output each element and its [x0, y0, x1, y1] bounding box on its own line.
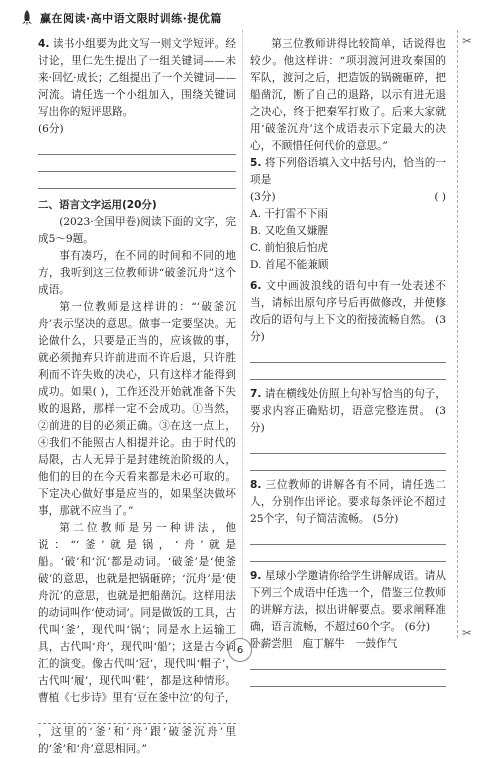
- answer-line[interactable]: [38, 138, 236, 155]
- passage-paragraph: 第二位教师是另一种讲法，他说：“‘釜’就是锅，‘舟’就是船。‘破’和‘沉’都是动词。‘破釜’是‘使釜破’的意思，也就是把锅砸碎；‘沉舟’是‘使舟沉’的意思，也就是把船凿沉。这样用法的动词叫作‘使动词’。同是做饭的工具，古代叫‘釜’，现代叫‘锅’；同是水上运输工具，古代叫‘舟’，现代叫‘船’；这是古今词汇的演变。像古代叫‘冠’，现代叫‘帽子’，古代叫‘履’，现代叫‘鞋’，都是这种情形。曹植《七步诗》里有‘豆在釜中泣’的句子，: [38, 522, 236, 704]
- passage-paragraph: 第一位教师是这样讲的：“‘破釜沉舟’表示坚决的意思。做事一定要坚决。无论做什么，只要是正当的，应该做的事，就必须抛弃只许前进而不许后退，只许胜利而不许失败的决心，只有这样才能得到成功。如果( )，工作还没开始就准备下失败的退路，那样一定不会成功。①当然，②前进的目的必须正确。③在这一点上，④我们不能照古人相提并论。由于时代的局限，古人无异于是封建统治阶级的人，他们的目的在今天看来都是未必可取的。下定决心做好事是应当的，如果坚决做坏事，那就不应当了。”: [38, 301, 236, 517]
- question-number: 8.: [250, 479, 262, 491]
- option-a[interactable]: A. 干打雷不下雨: [250, 208, 328, 220]
- answer-line[interactable]: [250, 670, 446, 687]
- answer-line[interactable]: [250, 528, 446, 545]
- answer-line[interactable]: [250, 545, 446, 562]
- idiom: 卧薪尝胆: [250, 638, 293, 650]
- question-score-row: [250, 189, 446, 206]
- question-9: [250, 568, 446, 636]
- question-score: (3分): [250, 191, 276, 203]
- question-text: 读书小组要为此文写一则文学短评。经讨论，里仁先生提出了一组关键词——未来·回忆·成长；乙组提出了一个关键词——河流。请任选一个小组加入，围绕关键词写出你的短评思路。: [38, 38, 237, 118]
- page-footer: [0, 638, 480, 662]
- scissors-icon: ✂: [461, 626, 472, 640]
- header-title: 赢在阅读·高中语文限时训练·提优篇: [40, 12, 222, 25]
- question-text: 星球小学邀请你给学生讲解成语。请从下列三个成语中任选一个，借鉴三位教师的讲解方法，拟出讲解要点。要求阐释准确，语言流畅，不超过60个字。: [250, 570, 446, 633]
- options-list: [250, 206, 446, 274]
- question-5: [250, 155, 446, 189]
- question-score: (6分): [404, 621, 431, 633]
- idiom: 一鼓作气: [354, 638, 398, 650]
- rocket-logo-icon: [20, 10, 34, 26]
- question-text: 请在横线处仿照上句补写恰当的句子，要求内容正确贴切，语意完整连贯。: [250, 388, 446, 417]
- question-6: [250, 278, 446, 346]
- question-number: 5.: [250, 157, 262, 169]
- answer-line[interactable]: [250, 437, 446, 454]
- question-score: (5分): [372, 513, 399, 525]
- question-number: 9.: [250, 570, 262, 582]
- question-4: [38, 36, 236, 121]
- question-8: [250, 477, 446, 528]
- answer-line[interactable]: [38, 172, 236, 189]
- right-column: [250, 36, 446, 687]
- cut-line: [457, 30, 458, 638]
- section-intro: (2023·全国甲卷)阅读下面的文字，完成5～9题。: [38, 216, 236, 245]
- page-header: [20, 8, 222, 28]
- scissors-icon: ✂: [461, 34, 472, 48]
- answer-line[interactable]: [250, 363, 446, 380]
- option-d[interactable]: D. 首尾不能兼顾: [250, 259, 329, 271]
- question-score: (3分): [250, 405, 446, 434]
- answer-bracket[interactable]: ( ): [434, 191, 446, 203]
- idiom: 庖丁解牛: [302, 638, 345, 650]
- question-text: 将下列俗语填入文中括号内，恰当的一项是: [250, 157, 446, 186]
- option-c[interactable]: C. 前怕狼后怕虎: [250, 242, 329, 254]
- question-number: 7.: [250, 388, 262, 400]
- question-text: 文中画波浪线的语句中有一处表述不当，请标出原句序号后再做修改，并使修改后的语句与上下文的衔接流畅自然。: [250, 280, 447, 326]
- column-divider: [242, 30, 243, 638]
- passage-paragraph: 第三位教师讲得比较简单，话说得也较少。他这样讲：“项羽渡河进攻秦国的军队，渡河之后，把造饭的锅碗砸碎，把船凿沉，断了自己的退路，以示有进无退之决心，终于把秦军打败了。后来大家就用‘破釜沉舟’这个成语表示下定最大的决心，不顾惜任何代价的意思。”: [250, 38, 446, 152]
- question-score: (6分): [38, 123, 64, 135]
- section-title: 二、语言文字运用(20分): [38, 199, 157, 211]
- question-text: 三位教师的讲解各有不同，请任选二人，分别作出评论。要求每条评论不超过25个字，句子简洁流畅。: [250, 479, 447, 525]
- page-number: 6: [228, 638, 252, 662]
- question-score: (3分): [250, 314, 447, 343]
- passage-paragraph: 事有凑巧，在不同的时间和不同的地方，我听到这三位教师讲“破釜沉舟”这个成语。: [38, 250, 236, 296]
- fill-blank-line[interactable]: [38, 707, 236, 724]
- question-number: 6.: [250, 280, 262, 292]
- answer-line[interactable]: [250, 454, 446, 471]
- question-7: [250, 386, 446, 437]
- answer-line[interactable]: [38, 155, 236, 172]
- option-b[interactable]: B. 又吃鱼又嫌腥: [250, 225, 329, 237]
- answer-line[interactable]: [250, 346, 446, 363]
- question-number: 4.: [38, 38, 50, 50]
- passage-paragraph: ，这里的‘釜’和‘舟’跟‘破釜沉舟’里的‘釜’和‘舟’意思相同。”: [38, 726, 236, 755]
